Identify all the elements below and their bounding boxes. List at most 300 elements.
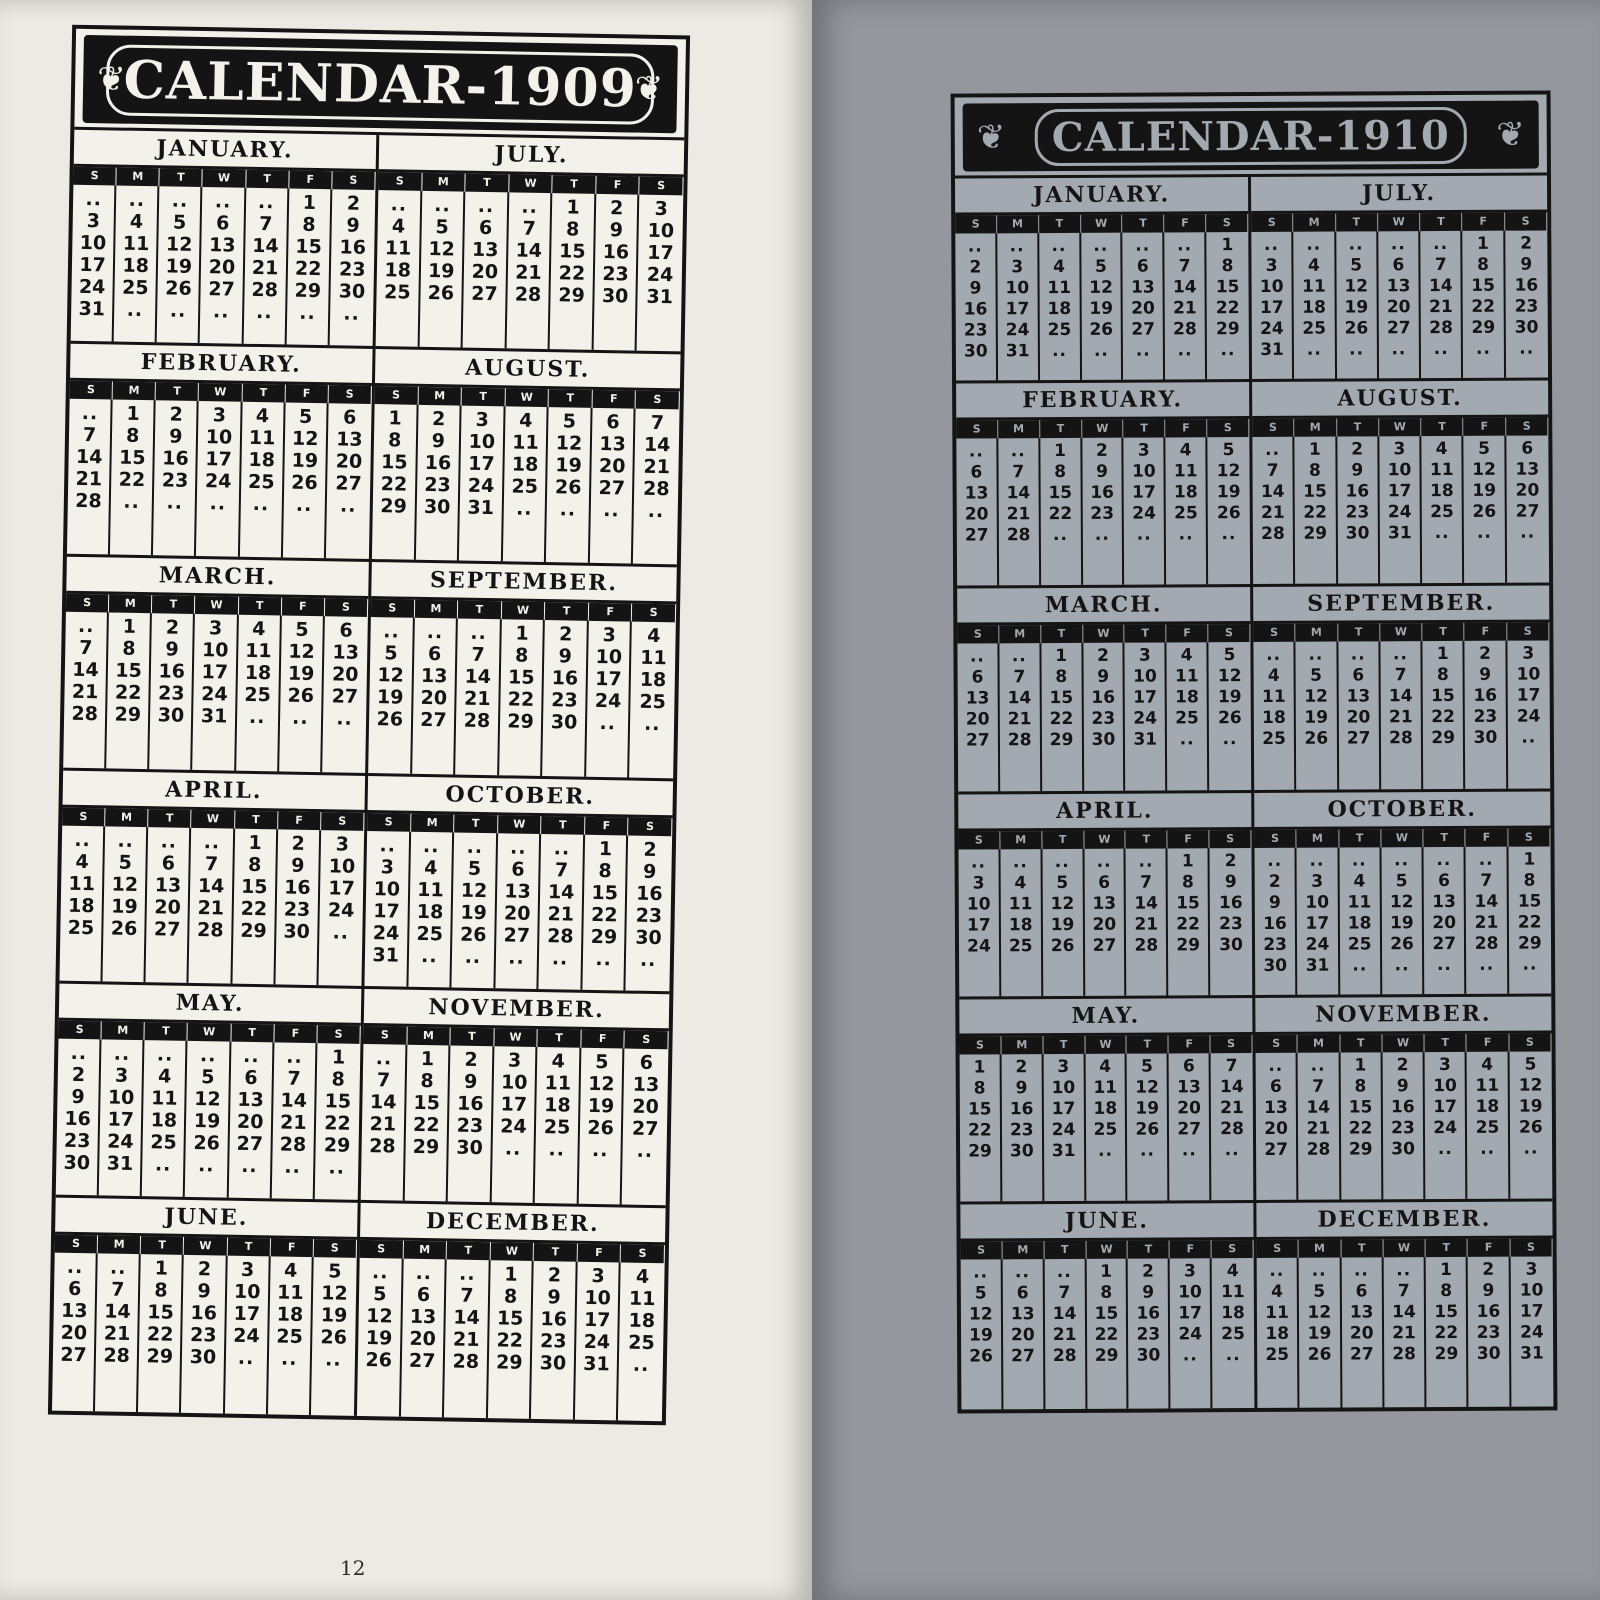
empty-day-dots: .. <box>595 947 612 970</box>
weekday-header: W <box>1084 830 1126 848</box>
day-number: 17 <box>1519 1301 1544 1322</box>
day-number: 24 <box>594 689 622 713</box>
day-number: 29 <box>323 1134 351 1157</box>
weekday-header: M <box>998 420 1040 438</box>
weekday-header: M <box>117 168 160 187</box>
day-number: 15 <box>324 1090 352 1113</box>
day-number: 4 <box>424 856 438 879</box>
day-number: 8 <box>1440 1280 1453 1301</box>
weekday-header: F <box>1463 213 1505 231</box>
weekday-header: S <box>1206 214 1248 232</box>
month-days <box>52 1234 357 1416</box>
day-number: 18 <box>1047 298 1072 320</box>
day-number: 12 <box>1135 1077 1159 1098</box>
day-number: 29 <box>1303 523 1328 544</box>
day-number: 4 <box>157 1065 172 1088</box>
month-name: NOVEMBER. <box>364 989 670 1031</box>
weekday-header: F <box>274 1024 317 1043</box>
empty-day-dots: .. <box>280 1347 298 1370</box>
month-days <box>368 599 676 778</box>
weekday-column <box>364 830 410 986</box>
empty-day-dots: .. <box>1093 340 1109 361</box>
day-number: 23 <box>1136 1324 1161 1345</box>
day-number: 15 <box>240 875 268 898</box>
empty-day-dots: .. <box>1010 441 1026 462</box>
weekday-header: F <box>596 176 640 195</box>
weekday-header: W <box>505 388 549 407</box>
weekday-header: S <box>317 1025 360 1044</box>
day-number: 31 <box>1305 955 1330 976</box>
weekday-column <box>499 619 545 775</box>
empty-day-dots: .. <box>1350 644 1366 665</box>
day-number: 7 <box>554 858 569 881</box>
month-block <box>1253 586 1550 793</box>
day-number: 28 <box>1306 1139 1331 1160</box>
weekday-header: S <box>621 1244 665 1263</box>
day-number: 22 <box>1049 709 1074 730</box>
day-number: 9 <box>969 278 982 299</box>
empty-day-dots: .. <box>343 302 360 325</box>
calendar-1910 <box>951 90 1558 1413</box>
day-number: 26 <box>1390 933 1414 954</box>
weekday-column <box>326 403 372 559</box>
weekday-column <box>637 195 683 351</box>
day-number: 11 <box>1429 460 1454 481</box>
day-number: 9 <box>291 854 305 877</box>
day-number: 18 <box>416 900 444 923</box>
day-number: 8 <box>1354 1076 1367 1097</box>
empty-day-dots: .. <box>1011 646 1027 667</box>
weekday-header: S <box>1207 419 1249 437</box>
month-days <box>958 830 1252 997</box>
month-name: APRIL. <box>63 770 366 812</box>
day-number: 3 <box>1311 871 1324 892</box>
weekday-header: T <box>1338 624 1380 642</box>
day-number: 13 <box>1010 1303 1035 1325</box>
weekday-header: T <box>1124 420 1166 438</box>
weekday-header: S <box>1253 624 1295 642</box>
weekday-column <box>361 1044 407 1200</box>
day-number: 4 <box>1267 666 1280 687</box>
day-number: 12 <box>377 664 405 687</box>
empty-day-dots: .. <box>1009 236 1025 257</box>
day-number: 21 <box>1306 1118 1331 1139</box>
day-number: 23 <box>1219 913 1243 934</box>
day-number: 30 <box>963 341 988 362</box>
day-number: 3 <box>602 624 617 647</box>
day-number: 7 <box>650 411 665 434</box>
day-number: 8 <box>1523 870 1536 891</box>
day-number: 10 <box>1519 1280 1544 1301</box>
month-name: FEBRUARY. <box>956 382 1249 421</box>
day-number: 9 <box>1268 892 1281 913</box>
day-number: 28 <box>1261 523 1285 545</box>
day-number: 14 <box>280 1089 308 1112</box>
weekday-column <box>1043 1054 1086 1201</box>
day-number: 2 <box>71 1063 86 1087</box>
weekday-header: S <box>328 385 371 404</box>
day-number: 17 <box>500 1093 528 1116</box>
day-number: 7 <box>287 1067 301 1090</box>
empty-day-dots: .. <box>1433 338 1449 360</box>
day-number: 22 <box>114 681 142 705</box>
weekday-header: S <box>375 386 419 405</box>
day-number: 24 <box>646 263 674 287</box>
day-number: 22 <box>1471 296 1496 317</box>
weekday-column <box>1299 1257 1342 1407</box>
day-number: 23 <box>161 468 189 492</box>
day-number: 11 <box>248 426 276 449</box>
day-number: 7 <box>1480 870 1493 891</box>
day-number: 10 <box>1178 1282 1202 1303</box>
day-number: 5 <box>328 1259 342 1283</box>
weekday-column <box>1380 641 1423 788</box>
day-number: 14 <box>515 239 543 262</box>
day-number: 16 <box>158 660 186 683</box>
day-number: 15 <box>295 235 323 259</box>
day-number: 13 <box>1177 1076 1201 1098</box>
day-number: 4 <box>1270 1281 1283 1302</box>
empty-day-dots: .. <box>1476 522 1492 543</box>
month-block <box>59 770 368 989</box>
day-number: 14 <box>1306 1097 1331 1118</box>
day-number: 8 <box>122 637 136 660</box>
weekday-column <box>1206 232 1249 379</box>
day-number: 14 <box>1474 891 1499 912</box>
day-number: 19 <box>1217 687 1242 708</box>
day-number: 27 <box>208 278 235 301</box>
day-number: 11 <box>640 646 667 670</box>
day-number: 28 <box>452 1350 480 1373</box>
weekday-column <box>1339 847 1382 994</box>
weekday-header: W <box>188 1023 231 1042</box>
day-number: 8 <box>154 1278 168 1302</box>
weekday-column <box>546 407 592 563</box>
empty-day-dots: .. <box>1220 340 1236 361</box>
weekday-column <box>236 615 282 771</box>
empty-day-dots: .. <box>248 705 266 729</box>
day-number: 5 <box>435 216 449 239</box>
day-number: 21 <box>71 680 99 704</box>
day-number: 3 <box>1138 645 1151 666</box>
day-number: 21 <box>1134 914 1159 935</box>
day-number: 19 <box>1304 707 1329 729</box>
day-number: 17 <box>1132 482 1156 503</box>
empty-day-dots: .. <box>299 301 316 325</box>
day-number: 27 <box>1432 933 1457 954</box>
empty-day-dots: .. <box>508 945 525 969</box>
weekday-header: W <box>195 596 238 615</box>
day-number: 7 <box>1013 667 1026 688</box>
day-number: 18 <box>1008 914 1033 935</box>
day-number: 2 <box>609 197 624 220</box>
day-number: 28 <box>75 489 102 512</box>
day-number: 10 <box>1133 666 1157 687</box>
ornament-icon: ❦ <box>634 68 664 110</box>
weekday-header: W <box>192 809 235 828</box>
day-number: 20 <box>208 256 236 279</box>
empty-day-dots: .. <box>77 614 95 638</box>
day-number: 30 <box>1473 728 1498 749</box>
weekday-column <box>1509 1051 1552 1198</box>
month-name: DECEMBER. <box>1256 1201 1552 1240</box>
empty-day-dots: .. <box>1349 339 1365 360</box>
weekday-column <box>1463 231 1506 378</box>
day-number: 14 <box>1219 1076 1244 1097</box>
day-number: 3 <box>1057 1056 1070 1077</box>
empty-day-dots: .. <box>291 706 309 729</box>
day-number: 12 <box>587 1072 615 1096</box>
day-number: 21 <box>279 1111 307 1134</box>
weekday-header: T <box>1421 418 1463 436</box>
day-number: 24 <box>1516 706 1541 727</box>
weekday-header: S <box>367 812 411 831</box>
weekday-header: M <box>1296 624 1338 642</box>
month-name: JANUARY. <box>955 177 1248 216</box>
day-number: 8 <box>565 218 580 241</box>
weekday-header: S <box>1509 1033 1551 1051</box>
empty-day-dots: .. <box>591 1138 609 1162</box>
day-number: 20 <box>471 260 499 284</box>
day-number: 8 <box>331 1068 346 1091</box>
empty-day-dots: .. <box>171 189 189 212</box>
day-number: 22 <box>294 257 322 281</box>
day-number: 21 <box>1260 502 1285 524</box>
day-number: 22 <box>558 262 586 285</box>
weekday-column <box>1378 231 1421 378</box>
day-number: 23 <box>1391 1117 1415 1138</box>
day-number: 5 <box>1350 255 1363 276</box>
empty-day-dots: .. <box>166 490 184 514</box>
day-number: 19 <box>1089 298 1114 319</box>
day-number: 28 <box>546 924 574 948</box>
day-number: 18 <box>276 1302 304 1326</box>
day-number: 25 <box>639 690 667 714</box>
empty-day-dots: .. <box>515 497 533 520</box>
weekday-column <box>275 829 321 985</box>
day-number: 23 <box>1514 296 1539 317</box>
empty-day-dots: .. <box>390 193 408 216</box>
month-block <box>1254 791 1551 998</box>
weekday-header: S <box>58 1021 101 1040</box>
day-number: 7 <box>460 1284 474 1307</box>
day-number: 9 <box>1396 1075 1409 1096</box>
day-number: 13 <box>965 688 990 709</box>
day-number: 10 <box>107 1086 135 1109</box>
day-number: 29 <box>114 703 142 727</box>
empty-day-dots: .. <box>255 300 273 324</box>
weekday-header: T <box>1336 213 1378 231</box>
day-number: 23 <box>1090 503 1115 525</box>
day-number: 1 <box>1221 235 1234 256</box>
empty-day-dots: .. <box>109 1256 127 1279</box>
day-number: 8 <box>387 428 402 452</box>
empty-day-dots: .. <box>1394 849 1410 870</box>
weekday-header: S <box>959 1036 1001 1054</box>
day-number: 26 <box>291 471 318 494</box>
weekday-header: M <box>1299 1239 1341 1257</box>
weekday-column <box>415 404 461 560</box>
empty-day-dots: .. <box>553 836 571 860</box>
day-number: 22 <box>590 903 618 926</box>
day-number: 11 <box>1261 687 1286 708</box>
weekday-header: S <box>636 390 680 409</box>
day-number: 9 <box>1142 1282 1155 1303</box>
day-number: 6 <box>639 1051 654 1075</box>
empty-day-dots: .. <box>639 948 657 971</box>
month-days <box>376 172 684 351</box>
day-number: 29 <box>590 925 618 948</box>
weekday-header: T <box>545 602 589 621</box>
day-number: 6 <box>342 406 357 429</box>
day-number: 24 <box>1051 1119 1076 1140</box>
day-number: 1 <box>1354 1055 1367 1076</box>
weekday-column <box>1082 438 1125 585</box>
empty-day-dots: .. <box>1391 339 1407 360</box>
day-number: 25 <box>150 1131 177 1154</box>
weekday-column <box>239 401 285 557</box>
empty-day-dots: .. <box>203 830 221 853</box>
day-number: 12 <box>1217 666 1242 687</box>
day-number: 15 <box>1215 277 1240 298</box>
month-block <box>63 557 372 776</box>
weekday-column <box>1039 233 1082 380</box>
month-days <box>955 214 1249 381</box>
day-number: 29 <box>1348 1139 1373 1160</box>
empty-day-dots: .. <box>548 1138 566 1161</box>
empty-day-dots: .. <box>1268 1055 1284 1076</box>
day-number: 5 <box>1313 1281 1326 1302</box>
weekday-column <box>106 612 152 768</box>
empty-day-dots: .. <box>458 1262 476 1285</box>
day-number: 17 <box>1051 1098 1076 1119</box>
day-number: 16 <box>1514 275 1539 296</box>
day-number: 18 <box>544 1094 571 1117</box>
day-number: 29 <box>495 1350 523 1374</box>
day-number: 20 <box>331 663 359 686</box>
day-number: 6 <box>1269 1076 1282 1097</box>
weekday-column <box>1042 848 1085 995</box>
weekday-header: M <box>411 813 455 832</box>
day-number: 15 <box>558 240 586 263</box>
day-number: 8 <box>1055 667 1068 688</box>
empty-day-dots: .. <box>466 835 484 858</box>
day-number: 22 <box>146 1322 174 1346</box>
weekday-header: S <box>1507 623 1549 641</box>
day-number: 7 <box>79 636 93 660</box>
day-number: 28 <box>463 709 491 733</box>
day-number: 24 <box>1387 502 1412 523</box>
weekday-column <box>318 830 364 986</box>
weekday-header: S <box>314 1239 357 1258</box>
day-number: 17 <box>595 667 622 691</box>
empty-day-dots: .. <box>1309 850 1325 871</box>
weekday-header: T <box>1128 1240 1170 1258</box>
weekday-column <box>225 1255 271 1414</box>
day-number: 12 <box>555 431 583 455</box>
day-number: 17 <box>1133 687 1157 708</box>
empty-day-dots: .. <box>636 1139 654 1163</box>
weekday-column <box>157 186 203 342</box>
weekday-column <box>311 1257 357 1416</box>
weekday-column <box>1165 232 1208 379</box>
month-name: JULY. <box>379 135 685 177</box>
month-block <box>368 562 677 781</box>
month-days <box>1252 418 1549 585</box>
day-number: 4 <box>1481 1054 1494 1075</box>
weekday-column <box>232 828 278 984</box>
day-number: 24 <box>583 1330 611 1353</box>
day-number: 10 <box>201 639 229 662</box>
month-name: JUNE. <box>960 1203 1253 1242</box>
day-number: 2 <box>1396 1054 1409 1075</box>
weekday-column <box>404 1045 450 1201</box>
day-number: 27 <box>236 1132 264 1156</box>
empty-day-dots: .. <box>1266 645 1282 666</box>
month-block <box>957 587 1254 794</box>
day-number: 13 <box>1264 1097 1288 1118</box>
day-number: 13 <box>599 432 626 455</box>
day-number: 6 <box>215 212 230 235</box>
day-number: 6 <box>1136 256 1149 277</box>
empty-day-dots: .. <box>1311 1260 1327 1281</box>
month-days <box>1257 1238 1554 1408</box>
empty-day-dots: .. <box>1138 851 1154 872</box>
weekday-header: T <box>553 175 597 194</box>
weekday-column <box>1296 642 1339 789</box>
calendar-title: CALENDAR-1910 <box>1035 106 1467 165</box>
day-number: 30 <box>423 495 451 518</box>
weekday-header: S <box>961 1241 1003 1259</box>
weekday-header: W <box>1381 829 1423 847</box>
day-number: 28 <box>1392 1343 1417 1365</box>
day-number: 16 <box>551 667 579 690</box>
weekday-header: T <box>1337 418 1379 436</box>
day-number: 5 <box>974 1283 987 1304</box>
day-number: 16 <box>1136 1303 1161 1324</box>
day-number: 25 <box>1221 1323 1246 1345</box>
day-number: 26 <box>1518 1117 1543 1138</box>
weekday-header: T <box>152 595 195 614</box>
empty-day-dots: .. <box>371 1260 389 1283</box>
month-days <box>67 380 372 559</box>
day-number: 22 <box>1094 1324 1119 1345</box>
day-number: 15 <box>380 450 408 474</box>
month-block <box>67 343 376 562</box>
day-number: 16 <box>339 236 367 259</box>
day-number: 2 <box>1095 440 1108 461</box>
empty-day-dots: .. <box>1310 1055 1326 1076</box>
weekday-header: W <box>203 169 246 188</box>
weekday-header: T <box>1039 215 1081 233</box>
day-number: 5 <box>118 851 133 874</box>
day-number: 25 <box>1174 503 1198 524</box>
day-number: 28 <box>514 283 542 306</box>
weekday-column <box>1084 848 1127 995</box>
month-name: AUGUST. <box>1252 381 1548 420</box>
day-number: 29 <box>1471 317 1496 338</box>
weekday-column <box>368 617 414 773</box>
weekday-column <box>1379 436 1422 583</box>
day-number: 30 <box>550 711 578 734</box>
weekday-column <box>271 1042 317 1198</box>
day-number: 13 <box>1386 276 1411 297</box>
day-number: 30 <box>338 280 366 303</box>
empty-day-dots: .. <box>1178 524 1194 545</box>
weekday-header: S <box>360 1239 404 1258</box>
day-number: 26 <box>165 277 192 300</box>
day-number: 9 <box>71 1085 85 1109</box>
